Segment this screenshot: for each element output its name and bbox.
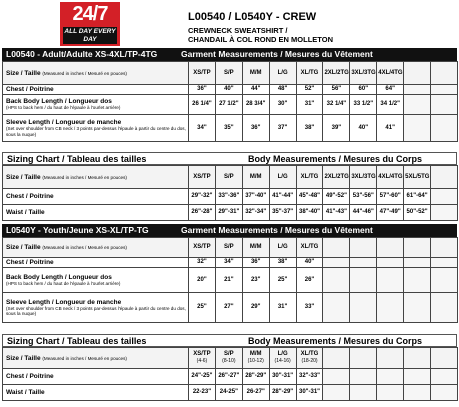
- empty-cell: [323, 348, 350, 369]
- youth-garment-subtitle: Garment Measurements / Mesures du Vêtement: [181, 225, 373, 235]
- youth-garment-title: L0540Y - Youth/Jeune XS-XL/TP-TG: [6, 225, 149, 235]
- value-cell: 34": [215, 258, 242, 268]
- row-label: Waist / Taille: [3, 205, 189, 221]
- value-cell: 33": [296, 293, 323, 323]
- table-header-row: [3, 62, 458, 85]
- empty-cell: [431, 258, 458, 268]
- empty-cell: [377, 238, 404, 258]
- value-cell: 61"-64": [404, 189, 431, 205]
- value-cell: 24"-25": [189, 369, 216, 385]
- empty-cell: [431, 268, 458, 293]
- row-label: [3, 268, 189, 293]
- empty-cell: [404, 95, 431, 115]
- empty-cell: [431, 166, 458, 189]
- product-subtitle-fr: CHANDAIL À COL ROND EN MOLLETON: [188, 35, 334, 44]
- size-cell: 4XL/4TG: [377, 166, 404, 189]
- row-sublabel: (Set over shoulder from CB neck / 3 points par-dessus l'épaule à partir du centre du dos, sous la nuque): [6, 305, 186, 316]
- size-label: Size / Taille: [6, 173, 41, 181]
- value-cell: 29": [242, 293, 269, 323]
- empty-cell: [323, 238, 350, 258]
- value-cell: 34 1/2": [377, 95, 404, 115]
- empty-cell: [431, 385, 458, 401]
- value-cell: 40": [215, 85, 242, 95]
- value-cell: 22-23": [189, 385, 216, 401]
- value-cell: 26-27": [242, 385, 269, 401]
- size-range: (4-6): [196, 358, 208, 364]
- empty-cell: [404, 115, 431, 142]
- value-cell: 23": [242, 268, 269, 293]
- size-cell: [296, 348, 323, 369]
- youth-body-subtitle: Body Measurements / Mesures du Corps: [248, 336, 423, 346]
- table-header-row: [3, 238, 458, 258]
- value-cell: 30"-31": [269, 369, 296, 385]
- value-cell: 30": [269, 95, 296, 115]
- table-row: [3, 205, 458, 221]
- size-cell: 4XL/4TG: [377, 62, 404, 85]
- size-cell: S/P: [215, 238, 242, 258]
- empty-cell: [431, 293, 458, 323]
- value-cell: 37": [269, 115, 296, 142]
- empty-cell: [323, 258, 350, 268]
- empty-cell: [377, 268, 404, 293]
- value-cell: 49"-52": [323, 189, 350, 205]
- row-label: [3, 95, 189, 115]
- youth-body-table: [2, 347, 458, 401]
- youth-body-section: [2, 334, 457, 401]
- empty-cell: [431, 62, 458, 85]
- row-label-text: Back Body Length / Longueur dos: [6, 98, 112, 106]
- value-cell: 39": [323, 115, 350, 142]
- youth-body-header: [2, 334, 457, 347]
- size-name: S/P: [224, 351, 234, 357]
- empty-cell: [431, 238, 458, 258]
- table-row: [3, 293, 458, 323]
- brand-logo: [60, 2, 120, 46]
- value-cell: 47"-49": [377, 205, 404, 221]
- adult-body-header: [2, 152, 457, 165]
- value-cell: 31": [269, 293, 296, 323]
- size-note: (Measured in inches / Mesuré en pouces): [42, 174, 127, 180]
- adult-garment-table: [2, 61, 458, 142]
- value-cell: 32 1/4": [323, 95, 350, 115]
- value-cell: 44"-46": [350, 205, 377, 221]
- row-label: [3, 115, 189, 142]
- table-row: [3, 268, 458, 293]
- size-name: XS/TP: [193, 351, 211, 357]
- empty-cell: [431, 189, 458, 205]
- logo-text: 24/7: [72, 3, 108, 25]
- size-cell: L/G: [269, 166, 296, 189]
- size-cell: [215, 348, 242, 369]
- empty-cell: [404, 385, 431, 401]
- table-header-row: [3, 166, 458, 189]
- empty-cell: [404, 258, 431, 268]
- size-note: (Measured in inches / Mesuré en pouces): [42, 245, 127, 250]
- adult-body-section: [2, 152, 457, 221]
- empty-cell: [377, 348, 404, 369]
- table-row: [3, 369, 458, 385]
- size-range: (10-12): [247, 358, 264, 364]
- value-cell: 48": [269, 85, 296, 95]
- empty-cell: [431, 95, 458, 115]
- size-label-cell: [3, 348, 189, 369]
- value-cell: 26 1/4": [189, 95, 216, 115]
- empty-cell: [431, 115, 458, 142]
- size-cell: XS/TP: [189, 238, 216, 258]
- table-header-row: [3, 348, 458, 369]
- value-cell: 35"-37": [269, 205, 296, 221]
- value-cell: 34": [189, 115, 216, 142]
- logo-tagline: ALL DAY EVERY DAY: [64, 28, 116, 43]
- value-cell: 57"-60": [377, 189, 404, 205]
- size-cell: 3XL/3TG: [350, 166, 377, 189]
- adult-body-table: [2, 165, 458, 221]
- table-row: [3, 115, 458, 142]
- value-cell: 60": [350, 85, 377, 95]
- size-label: Size / Taille: [6, 69, 41, 77]
- value-cell: 29"-32": [189, 189, 216, 205]
- value-cell: 21": [215, 268, 242, 293]
- size-name: M/M: [249, 351, 262, 357]
- adult-body-title: Sizing Chart / Tableau des tailles: [7, 154, 147, 164]
- size-label-cell: [3, 166, 189, 189]
- size-name: XL/TG: [300, 351, 319, 357]
- value-cell: 31": [296, 95, 323, 115]
- value-cell: 41": [377, 115, 404, 142]
- size-cell: XS/TP: [189, 62, 216, 85]
- empty-cell: [404, 348, 431, 369]
- youth-garment-header: [2, 224, 457, 237]
- adult-garment-header: [2, 48, 457, 61]
- empty-cell: [323, 293, 350, 323]
- value-cell: 29"-31": [215, 205, 242, 221]
- empty-cell: [350, 348, 377, 369]
- table-row: [3, 258, 458, 268]
- value-cell: 27": [215, 293, 242, 323]
- empty-cell: [377, 258, 404, 268]
- value-cell: 26"-28": [189, 205, 216, 221]
- size-label: Size / Taille: [6, 244, 41, 251]
- size-cell: M/M: [242, 62, 269, 85]
- size-cell: [189, 348, 216, 369]
- value-cell: 37"-40": [242, 189, 269, 205]
- value-cell: 40": [350, 115, 377, 142]
- value-cell: 28"-29": [269, 385, 296, 401]
- value-cell: 32"-34": [242, 205, 269, 221]
- row-label: Waist / Taille: [3, 385, 189, 401]
- value-cell: 36": [242, 258, 269, 268]
- empty-cell: [350, 268, 377, 293]
- value-cell: 53"-56": [350, 189, 377, 205]
- value-cell: 36": [189, 85, 216, 95]
- size-name: L/G: [277, 351, 288, 357]
- empty-cell: [404, 238, 431, 258]
- empty-cell: [350, 238, 377, 258]
- table-row: [3, 385, 458, 401]
- row-label-text: Back Body Length / Longueur dos: [6, 273, 112, 281]
- empty-cell: [350, 258, 377, 268]
- empty-cell: [350, 369, 377, 385]
- value-cell: 41"-44": [269, 189, 296, 205]
- empty-cell: [431, 348, 458, 369]
- row-label: [3, 85, 189, 95]
- row-sublabel: (HPS to back hem / du haut de l'épaule à l'ourlet arrière): [6, 105, 121, 111]
- value-cell: 26"-27": [215, 369, 242, 385]
- size-cell: 2XL/2TG: [323, 166, 350, 189]
- value-cell: 25": [269, 268, 296, 293]
- empty-cell: [377, 385, 404, 401]
- row-label-text: Chest / Poitrine: [6, 86, 54, 93]
- size-cell: L/G: [269, 62, 296, 85]
- size-cell: XS/TP: [189, 166, 216, 189]
- adult-garment-title: L00540 - Adult/Adulte XS-4XL/TP-4TG: [6, 49, 158, 59]
- size-range: (8-10): [222, 358, 236, 364]
- value-cell: 35": [215, 115, 242, 142]
- size-label: Size / Taille: [6, 354, 41, 362]
- empty-cell: [377, 369, 404, 385]
- value-cell: 45"-48": [296, 189, 323, 205]
- value-cell: 20": [189, 268, 216, 293]
- value-cell: 32"-33": [296, 369, 323, 385]
- empty-cell: [323, 268, 350, 293]
- size-cell: M/M: [242, 238, 269, 258]
- value-cell: 28 3/4": [242, 95, 269, 115]
- value-cell: 50"-52": [404, 205, 431, 221]
- row-label-text: Sleeve Length / Longueur de manche: [6, 298, 122, 306]
- row-sublabel: (Set over shoulder from CB neck / 3 points par-dessus l'épaule à partir du centre du dos, sous la nuque): [6, 126, 186, 137]
- value-cell: 52": [296, 85, 323, 95]
- size-cell: XL/TG: [296, 166, 323, 189]
- adult-body-subtitle: Body Measurements / Mesures du Corps: [248, 154, 423, 164]
- empty-cell: [323, 385, 350, 401]
- value-cell: 36": [242, 115, 269, 142]
- size-label-cell: [3, 238, 189, 258]
- size-cell: [242, 348, 269, 369]
- row-label-text: Chest / Poitrine: [6, 259, 54, 266]
- empty-cell: [431, 369, 458, 385]
- adult-garment-subtitle: Garment Measurements / Mesures du Vêtement: [181, 49, 373, 59]
- empty-cell: [404, 62, 431, 85]
- product-subtitle-en: CREWNECK SWEATSHIRT /: [188, 26, 288, 35]
- size-cell: 2XL/2TG: [323, 62, 350, 85]
- value-cell: 26": [296, 268, 323, 293]
- value-cell: 30"-31": [296, 385, 323, 401]
- value-cell: 25": [189, 293, 216, 323]
- value-cell: 40": [296, 258, 323, 268]
- empty-cell: [431, 85, 458, 95]
- table-row: [3, 95, 458, 115]
- adult-garment-section: [2, 48, 457, 142]
- size-cell: S/P: [215, 62, 242, 85]
- value-cell: 32": [189, 258, 216, 268]
- row-label: Chest / Poitrine: [3, 369, 189, 385]
- size-cell: XL/TG: [296, 238, 323, 258]
- value-cell: 38": [269, 258, 296, 268]
- product-title: L00540 / L0540Y - CREW: [188, 11, 317, 23]
- size-range: (18-20): [301, 358, 318, 364]
- empty-cell: [404, 268, 431, 293]
- youth-garment-section: [2, 224, 457, 323]
- empty-cell: [350, 293, 377, 323]
- empty-cell: [404, 293, 431, 323]
- youth-body-title: Sizing Chart / Tableau des tailles: [7, 336, 147, 346]
- row-label: [3, 293, 189, 323]
- value-cell: 44": [242, 85, 269, 95]
- row-label: [3, 258, 189, 268]
- value-cell: 24-25": [215, 385, 242, 401]
- value-cell: 28"-29": [242, 369, 269, 385]
- empty-cell: [404, 85, 431, 95]
- size-label-cell: [3, 62, 189, 85]
- table-row: [3, 189, 458, 205]
- size-note: (Measured in inches / Mesuré en pouces): [42, 70, 127, 76]
- empty-cell: [323, 369, 350, 385]
- value-cell: 27 1/2": [215, 95, 242, 115]
- row-sublabel: (HPS to back hem / du haut de l'épaule à l'ourlet arrière): [6, 280, 121, 286]
- size-range: (14-16): [274, 358, 291, 364]
- size-cell: 5XL/5TG: [404, 166, 431, 189]
- empty-cell: [350, 385, 377, 401]
- value-cell: 33"-36": [215, 189, 242, 205]
- value-cell: 33 1/2": [350, 95, 377, 115]
- value-cell: 56": [323, 85, 350, 95]
- empty-cell: [377, 293, 404, 323]
- value-cell: 41"-43": [323, 205, 350, 221]
- size-cell: 3XL/3TG: [350, 62, 377, 85]
- row-label: Chest / Poitrine: [3, 189, 189, 205]
- value-cell: 38"-40": [296, 205, 323, 221]
- table-row: [3, 85, 458, 95]
- empty-cell: [431, 205, 458, 221]
- size-cell: L/G: [269, 238, 296, 258]
- size-cell: XL/TG: [296, 62, 323, 85]
- empty-cell: [404, 369, 431, 385]
- size-cell: S/P: [215, 166, 242, 189]
- value-cell: 64": [377, 85, 404, 95]
- youth-garment-table: [2, 237, 458, 323]
- row-label-text: Sleeve Length / Longueur de manche: [6, 119, 122, 126]
- size-note: (Measured in inches / Mesuré en pouces): [42, 355, 127, 361]
- size-cell: M/M: [242, 166, 269, 189]
- size-cell: [269, 348, 296, 369]
- value-cell: 38": [296, 115, 323, 142]
